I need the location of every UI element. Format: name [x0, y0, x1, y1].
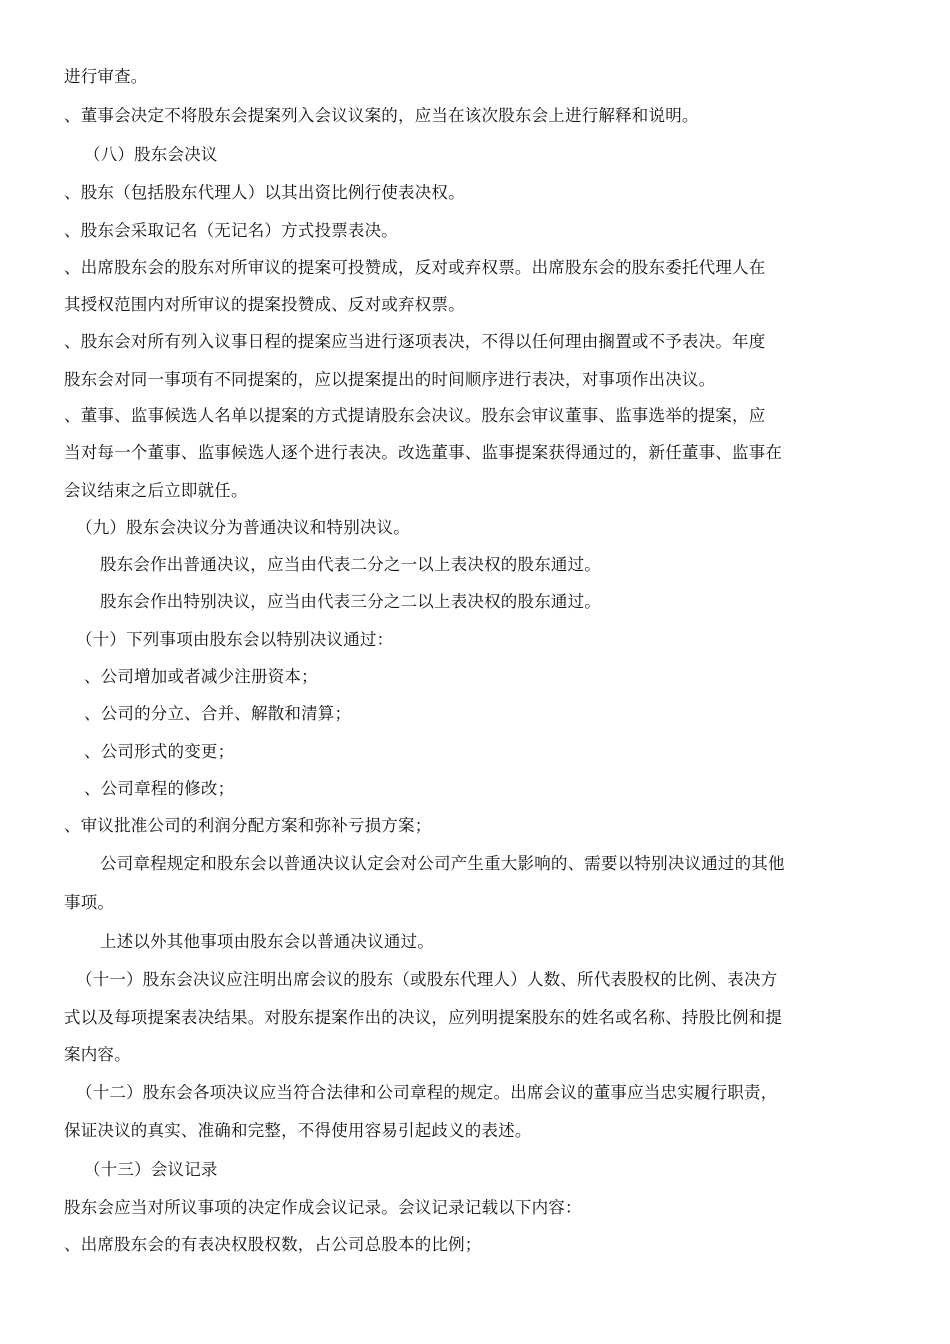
- text-line: 公司章程规定和股东会以普通决议认定会对公司产生重大影响的、需要以特别决议通过的其他: [100, 854, 785, 873]
- text-line: 保证决议的真实、准确和完整，不得使用容易引起歧义的表述。: [64, 1121, 532, 1140]
- section-heading: （十一）股东会决议应注明出席会议的股东（或股东代理人）人数、所代表股权的比例、表决方: [76, 970, 778, 989]
- list-item: 、公司的分立、合并、解散和清算；: [84, 704, 352, 723]
- text-line: 会议结束之后立即就任。: [64, 481, 248, 500]
- list-item: 、出席股东会的有表决权股权数，占公司总股本的比例；: [64, 1235, 482, 1254]
- list-item: 、公司增加或者减少注册资本；: [84, 667, 318, 686]
- text-line: 、股东会采取记名（无记名）方式投票表决。: [64, 221, 398, 240]
- section-heading: （九）股东会决议分为普通决议和特别决议。: [76, 518, 410, 537]
- text-line: 进行审查。: [64, 67, 148, 86]
- section-heading: （十二）股东会各项决议应当符合法律和公司章程的规定。出席会议的董事应当忠实履行职责，: [76, 1083, 778, 1102]
- section-heading: （十）下列事项由股东会以特别决议通过：: [76, 630, 394, 649]
- text-line: 事项。: [64, 893, 115, 912]
- section-heading: （十三）会议记录: [84, 1160, 218, 1179]
- text-line: 、董事、监事候选人名单以提案的方式提请股东会决议。股东会审议董事、监事选举的提案，应: [64, 406, 766, 425]
- text-line: 其授权范围内对所审议的提案投赞成、反对或弃权票。: [64, 295, 465, 314]
- text-line: 、股东会对所有列入议事日程的提案应当进行逐项表决，不得以任何理由搁置或不予表决。年度: [64, 332, 766, 351]
- section-heading: （八）股东会决议: [84, 145, 218, 164]
- text-line: 、出席股东会的股东对所审议的提案可投赞成，反对或弃权票。出席股东会的股东委托代理人在: [64, 258, 766, 277]
- text-line: 、股东（包括股东代理人）以其出资比例行使表决权。: [64, 183, 465, 202]
- text-line: 股东会作出特别决议，应当由代表三分之二以上表决权的股东通过。: [100, 592, 601, 611]
- text-line: 上述以外其他事项由股东会以普通决议通过。: [100, 932, 434, 951]
- list-item: 、审议批准公司的利润分配方案和弥补亏损方案；: [64, 816, 432, 835]
- text-line: 、董事会决定不将股东会提案列入会议议案的，应当在该次股东会上进行解释和说明。: [64, 106, 699, 125]
- text-line: 股东会对同一事项有不同提案的，应以提案提出的时间顺序进行表决，对事项作出决议。: [64, 370, 716, 389]
- text-line: 式以及每项提案表决结果。对股东提案作出的决议，应列明提案股东的姓名或名称、持股比例和提: [64, 1008, 783, 1027]
- text-line: 案内容。: [64, 1045, 131, 1064]
- list-item: 、公司形式的变更；: [84, 742, 235, 761]
- list-item: 、公司章程的修改；: [84, 779, 235, 798]
- text-line: 当对每一个董事、监事候选人逐个进行表决。改选董事、监事提案获得通过的，新任董事、监事在: [64, 443, 783, 462]
- text-line: 股东会作出普通决议，应当由代表二分之一以上表决权的股东通过。: [100, 555, 601, 574]
- text-line: 股东会应当对所议事项的决定作成会议记录。会议记录记载以下内容：: [64, 1198, 582, 1217]
